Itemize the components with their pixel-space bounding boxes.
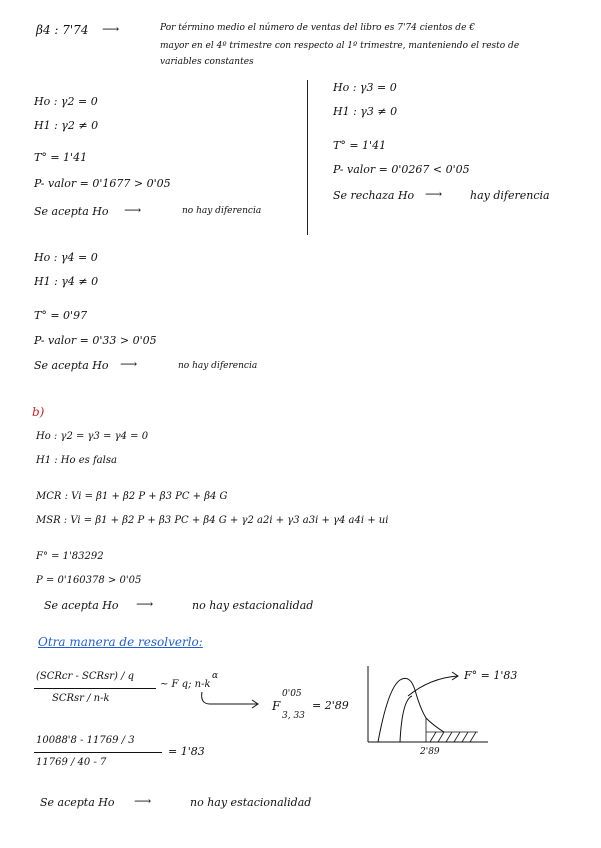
g2-h1: H1 : γ2 ≠ 0 — [34, 119, 99, 132]
critical-df: 3, 33 — [282, 711, 305, 721]
graph-tick: 2'89 — [420, 747, 440, 757]
arrow-icon: ⟶ — [102, 22, 120, 36]
arrow-icon: ⟶ — [124, 203, 142, 217]
alt-conclusion: Se acepta Ho — [40, 796, 115, 809]
g2-t: T° = 1'41 — [34, 151, 88, 164]
column-divider — [307, 80, 308, 235]
graph-f-label: F° = 1'83 — [464, 669, 518, 682]
calc-result: = 1'83 — [168, 745, 205, 758]
critical-alpha: 0'05 — [282, 689, 302, 699]
g4-conclusion: Se acepta Ho — [34, 359, 109, 372]
distribution: ~ F q; n-k — [160, 679, 211, 690]
interpretation-line-1: Por término medio el número de ventas del libro es 7'74 cientos de € — [160, 23, 475, 33]
g3-result: hay diferencia — [470, 189, 550, 202]
critical-value: = 2'89 — [312, 699, 349, 712]
g4-h0: Ho : γ4 = 0 — [34, 251, 98, 264]
b-conclusion: Se acepta Ho — [44, 599, 119, 612]
b-msr: MSR : Vi = β1 + β2 P + β3 PC + β4 G + γ2 a2i + γ3 a3i + γ4 a4i + ui — [36, 515, 389, 526]
hook-arrow-icon — [198, 690, 268, 720]
critical-f: F — [272, 699, 281, 713]
arrow-icon: ⟶ — [136, 597, 154, 611]
arrow-icon: ⟶ — [120, 357, 138, 371]
g3-conclusion: Se rechaza Ho — [333, 189, 415, 202]
b-p: P = 0'160378 > 0'05 — [36, 575, 142, 586]
b-h0: Ho : γ2 = γ3 = γ4 = 0 — [36, 431, 149, 442]
calc-denominator: 11769 / 40 - 7 — [36, 757, 107, 768]
arrow-icon: ⟶ — [425, 187, 443, 201]
b-f: F° = 1'83292 — [36, 551, 104, 562]
g2-result: no hay diferencia — [182, 206, 262, 216]
alt-title: Otra manera de resolverlo: — [38, 635, 203, 649]
formula-denominator: SCRsr / n-k — [52, 693, 110, 704]
alpha-symbol: α — [212, 671, 219, 681]
g3-t: T° = 1'41 — [333, 139, 387, 152]
part-b-label: b) — [32, 405, 45, 419]
b-h1: H1 : Ho es falsa — [36, 455, 117, 466]
g3-p: P- valor = 0'0267 < 0'05 — [333, 163, 470, 176]
interpretation-line-2: mayor en el 4º trimestre con respecto al 1º trimestre, manteniendo el resto de — [160, 41, 520, 51]
g2-conclusion: Se acepta Ho — [34, 205, 109, 218]
interpretation-line-3: variables constantes — [160, 57, 254, 67]
g4-p: P- valor = 0'33 > 0'05 — [34, 334, 157, 347]
calc-numerator: 10088'8 - 11769 / 3 — [36, 735, 135, 746]
g4-t: T° = 0'97 — [34, 309, 88, 322]
g4-result: no hay diferencia — [178, 361, 258, 371]
f-distribution-graph — [360, 660, 550, 750]
g4-h1: H1 : γ4 ≠ 0 — [34, 275, 99, 288]
g2-h0: Ho : γ2 = 0 — [34, 95, 98, 108]
g3-h1: H1 : γ3 ≠ 0 — [333, 105, 398, 118]
arrow-icon: ⟶ — [134, 794, 152, 808]
g3-h0: Ho : γ3 = 0 — [333, 81, 397, 94]
alt-result: no hay estacionalidad — [190, 796, 312, 809]
g2-p: P- valor = 0'1677 > 0'05 — [34, 177, 171, 190]
fraction-bar — [34, 688, 156, 689]
beta4-value: β4 : 7'74 — [36, 23, 89, 37]
fraction-bar — [34, 752, 162, 753]
b-result: no hay estacionalidad — [192, 599, 314, 612]
b-mcr: MCR : Vi = β1 + β2 P + β3 PC + β4 G — [36, 491, 228, 502]
formula-numerator: (SCRcr - SCRsr) / q — [36, 671, 135, 682]
